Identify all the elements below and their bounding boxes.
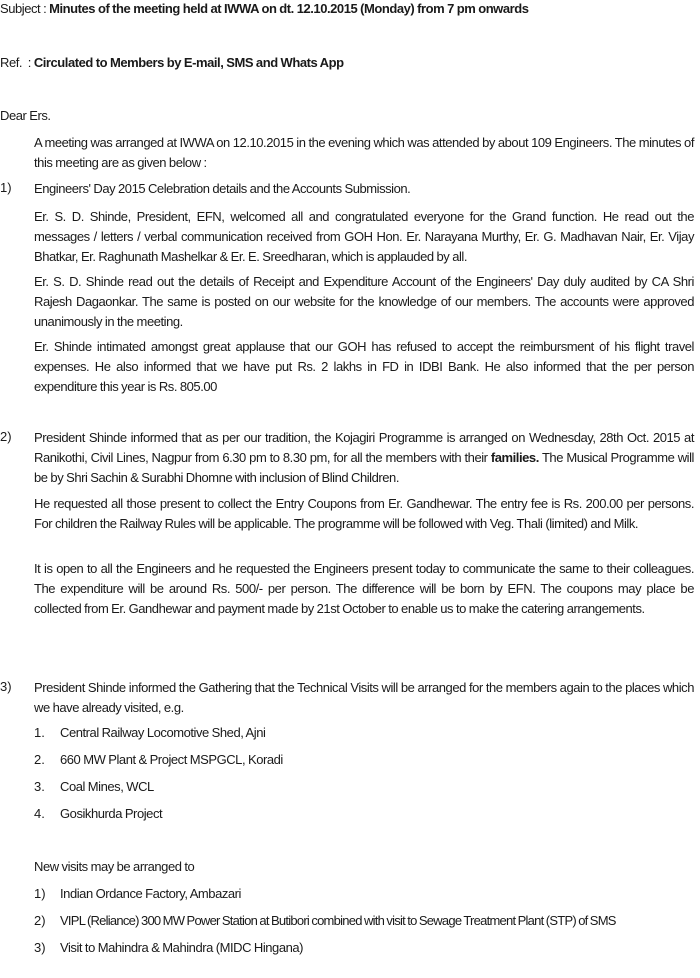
visited-4-text: Gosikhurda Project bbox=[60, 806, 163, 821]
item-1-paragraph-1: Er. S. D. Shinde, President, EFN, welcomed all and congratulated everyone for the Grand function. He read out the messages / letters / verbal communication received from GOH Hon. Er. Narayana Murthy, Er. G. Madhavan Nair, Er. Vijay Bhatkar, Er. Raghunath Mashelkar & Er. E. Sreedharan, which is applauded by all. bbox=[34, 209, 694, 264]
new-visit-3-text: Visit to Mahindra & Mahindra (MIDC Hingana) bbox=[60, 940, 304, 955]
new-visit-1-number: 1) bbox=[34, 886, 46, 901]
ref-line bbox=[0, 55, 344, 70]
new-visits-label: New visits may be arranged to bbox=[34, 859, 195, 874]
item-2-lead-bold: families. bbox=[490, 450, 539, 465]
visited-2-text: 660 MW Plant & Project MSPGCL, Koradi bbox=[60, 752, 283, 767]
new-visit-2-number: 2) bbox=[34, 913, 46, 928]
intro-paragraph: A meeting was arranged at IWWA on 12.10.2015 in the evening which was attended by about 109 Engineers. The minutes of this meeting are as given below : bbox=[34, 135, 694, 170]
ref-label: Ref. : bbox=[0, 55, 31, 70]
ref-text: Circulated to Members by E-mail, SMS and Whats App bbox=[33, 55, 344, 70]
item-2-paragraph-1: He requested all those present to collect the Entry Coupons from Er. Gandhewar. The entry fee is Rs. 200.00 per persons. For children the Railway Rules will be applicable. The programme will be followed with Veg. Thali (limited) and Milk. bbox=[34, 496, 694, 531]
subject-line bbox=[0, 1, 529, 16]
visited-2-number: 2. bbox=[34, 752, 45, 767]
item-2-lead-tail: The Musical Programme will be by Shri Sachin & Surabhi Dhomne with inclusion of Blind Children. bbox=[34, 450, 694, 485]
new-visit-1-text: Indian Ordance Factory, Ambazari bbox=[60, 886, 241, 901]
salutation: Dear Ers. bbox=[0, 108, 51, 123]
visited-3-number: 3. bbox=[34, 779, 45, 794]
item-1-number: 1) bbox=[0, 180, 12, 195]
new-visit-2-text: VIPL (Reliance) 300 MW Power Station at Butibori combined with visit to Sewage Treatment Plant (STP) of SMS bbox=[60, 913, 616, 928]
visited-3-text: Coal Mines, WCL bbox=[60, 779, 154, 794]
subject-label: Subject : bbox=[0, 1, 47, 16]
visited-1-number: 1. bbox=[34, 725, 45, 740]
item-2-number: 2) bbox=[0, 429, 12, 444]
visited-1-text: Central Railway Locomotive Shed, Ajni bbox=[60, 725, 266, 740]
item-2-lead bbox=[34, 428, 694, 488]
subject-text: Minutes of the meeting held at IWWA on dt. 12.10.2015 (Monday) from 7 pm onwards bbox=[49, 1, 529, 16]
item-1-paragraph-2: Er. S. D. Shinde read out the details of Receipt and Expenditure Account of the Engineers' Day duly audited by CA Shri Rajesh Dagaonkar. The same is posted on our website for the knowledge of our members. The accounts were approved unanimously in the meeting. bbox=[34, 274, 694, 329]
item-2-lead-text: President Shinde informed that as per our tradition, the Kojagiri Programme is arranged on Wednesday, 28th Oct. 2015 at Ranikothi, Civil Lines, Nagpur from 6.30 pm to 8.30 pm, for all the members with their bbox=[34, 430, 694, 465]
item-1-title: Engineers' Day 2015 Celebration details and the Accounts Submission. bbox=[34, 181, 411, 196]
item-2-paragraph-2: It is open to all the Engineers and he requested the Engineers present today to communicate the same to their colleagues. The expenditure will be around Rs. 500/- per person. The difference will be born by EFN. The coupons may place be collected from Er. Gandhewar and payment made by 21st October to enable us to make the catering arrangements. bbox=[34, 561, 694, 616]
new-visit-3-number: 3) bbox=[34, 940, 46, 955]
visited-4-number: 4. bbox=[34, 806, 45, 821]
item-3-number: 3) bbox=[0, 679, 12, 694]
item-3-lead: President Shinde informed the Gathering that the Technical Visits will be arranged for the members again to the places which we have already visited, e.g. bbox=[34, 680, 694, 715]
item-1-paragraph-3: Er. Shinde intimated amongst great applause that our GOH has refused to accept the reimbursment of his flight travel expenses. He also informed that we have put Rs. 2 lakhs in FD in IDBI Bank. He also informed that the per person expenditure this year is Rs. 805.00 bbox=[34, 339, 694, 394]
